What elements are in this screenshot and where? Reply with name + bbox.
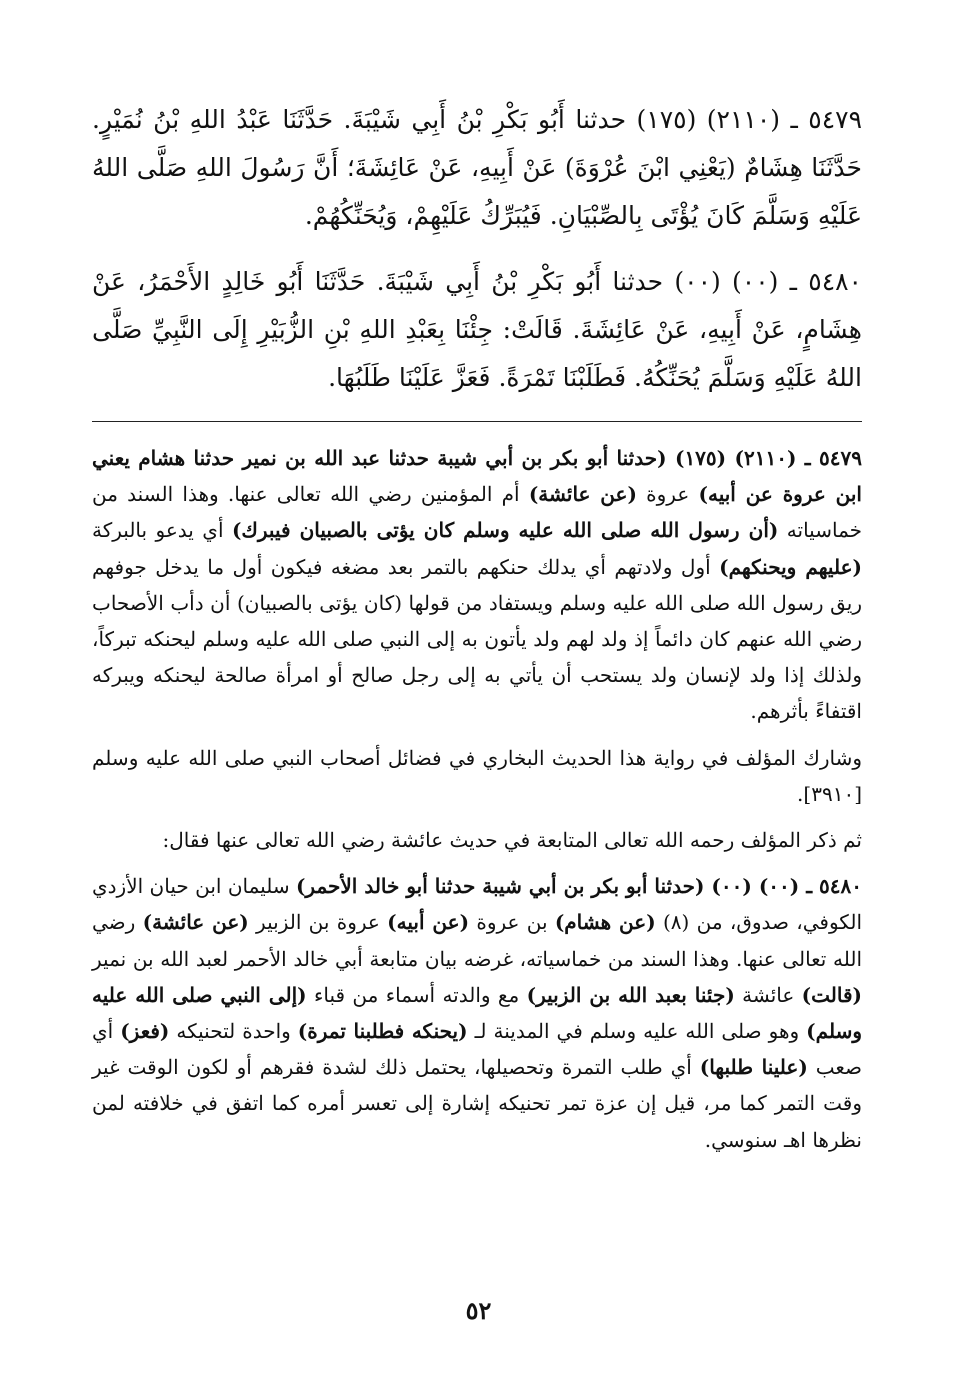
quoted-text: (فعز) — [120, 1019, 170, 1044]
plain-text: رضي الله تعالى عنها. وهذا السند من خماسياته، غرضه بيان متابعة أبي خالد الأحمر لعبد الله بن نمير — [92, 910, 862, 971]
commentary-paragraph-5480 — [92, 868, 862, 1158]
plain-text: واحدة لتحنيكه — [169, 1019, 298, 1044]
quoted-text: (حدثنا أبو بكر بن أبي شيبة حدثنا أبو خالد الأحمر) — [295, 874, 705, 899]
hadith-5480: ٥٤٨٠ ـ (٠٠) (٠٠) حدثنا أَبُو بَكْرِ بْنُ أَبِي شَيْبَةَ. حَدَّثَنَا أَبُو خَالِدٍ الأَحْمَرُ، عَنْ هِشَامٍ، عَنْ أَبِيهِ، عَنْ عَائِشَةَ. قَالَتْ: جِئْنَا بِعَبْدِ اللهِ بْنِ الزُّبَيْرِ إِلَى النَّبِيِّ صَلَّى اللهُ عَلَيْهِ وَسَلَّمَ يُحَنِّكُهُ. فَطَلَبْنَا تَمْرَةً. فَعَزَّ عَلَيْنَا طَلَبُهَا. — [92, 267, 862, 392]
plain-text: أول ولادتهم أي يدلك حنكهم بالتمر بعد مضغه فيكون أول ما يدخل جوفهم ريق رسول الله صلى الله عليه وسلم ويستفاد من قولها (كان يؤتى بالصبيان) أن دأب الأصحاب رضي الله عنهم كان دائماً إذ ولد لهم ولد يأتون به إلى النبي صلى الله عليه وسلم ليحنكه تبركاً، ولذلك إذا ولد لإنسان ولد يستحب أن يأتي به إلى رجل صالح أو امرأة صالحة ليحنكه ويبركه اقتفاءً بأثرهم. — [92, 554, 862, 724]
plain-text: بن عروة — [469, 910, 555, 935]
plain-text: أم المؤمنين رضي الله تعالى عنها. وهذا السند من خماسياته — [92, 482, 862, 543]
quoted-text: (عن عائشة) — [528, 482, 637, 507]
commentary-paragraph-mutabaa: ثم ذكر المؤلف رحمه الله تعالى المتابعة في حديث عائشة رضي الله تعالى عنها فقال: — [162, 828, 862, 853]
quoted-text: (أن رسول الله صلى الله عليه وسلم كان يؤتى بالصبيان فيبرك) — [231, 518, 779, 543]
plain-text: أي يدعو بالبركة — [92, 518, 232, 543]
hadith-section — [92, 96, 862, 402]
quoted-text: (عن هشام) — [554, 910, 656, 935]
page-number: ٥٢ — [465, 1296, 492, 1325]
hadith-number: ٥٤٨٠ ـ (٠٠) (٠٠) — [704, 874, 863, 899]
hadith-5479: ٥٤٧٩ ـ (٢١١٠) (١٧٥) حدثنا أَبُو بَكْرِ بْنُ أَبِي شَيْبَةَ. حَدَّثَنَا عَبْدُ اللهِ بْنُ نُمَيْرٍ. حَدَّثَنَا هِشَامٌ (يَعْنِي ابْنَ عُرْوَةَ) عَنْ أَبِيهِ، عَنْ عَائِشَةَ؛ أَنَّ رَسُولَ اللهِ صَلَّى اللهُ عَلَيْهِ وَسَلَّمَ كَانَ يُؤْتَى بِالصِّبْيَانِ. فَيُبَرِّكُ عَلَيْهِمْ، وَيُحَنِّكُهُمْ. — [92, 105, 862, 230]
commentary-section — [92, 440, 862, 1168]
quoted-text: (جئنا بعبد الله بن الزبير) — [526, 982, 735, 1007]
plain-text: عروة بن الزبير — [248, 910, 388, 935]
plain-text: أي طلب التمرة وتحصيلها، يحتمل ذلك لشدة فقرهم أو لكون الوقت غير وقت التمر كما مر، قيل إن عزة تمر تحنيكه إشارة إلى تعسر أمره كما اتفق في خلافته لمن نظرها اهـ سنوسي. — [92, 1055, 862, 1152]
plain-text: سليمان ابن حيان الأزدي الكوفي، صدوق، من (٨) — [92, 874, 862, 935]
hadith-number: ٥٤٧٩ ـ (٢١١٠) (١٧٥) — [666, 446, 863, 470]
quoted-text: (إلى النبي صلى الله عليه وسلم) — [92, 982, 862, 1044]
quoted-text: (قالت) — [801, 982, 862, 1007]
plain-text: عروة — [636, 482, 699, 507]
quoted-text: (عن أبيه) — [387, 910, 470, 935]
quoted-text: (عن عائشة) — [142, 910, 249, 935]
plain-text: وهو صلى الله عليه وسلم في المدينة لـ — [467, 1019, 807, 1044]
plain-text: مع والدته أسماء من قباء — [306, 982, 527, 1007]
quoted-text: (علينا طلبها) — [699, 1055, 808, 1080]
plain-text: أي صعب — [92, 1019, 862, 1080]
quoted-text: (حدثنا أبو بكر بن أبي شيبة حدثنا عبد الله بن نمير حدثنا هشام يعني ابن عروة عن أبيه) — [92, 446, 862, 507]
commentary-paragraph-bukhari: وشارك المؤلف في رواية هذا الحديث البخاري في فضائل أصحاب النبي صلى الله عليه وسلم [٣٩١٠]. — [92, 745, 862, 806]
plain-text: عائشة — [734, 982, 802, 1007]
section-divider — [92, 421, 862, 422]
commentary-paragraph-5479 — [92, 440, 862, 730]
quoted-text: (يحنكه فطلبنا تمرة) — [297, 1019, 468, 1044]
quoted-text: (عليهم ويحنكهم) — [719, 554, 862, 579]
